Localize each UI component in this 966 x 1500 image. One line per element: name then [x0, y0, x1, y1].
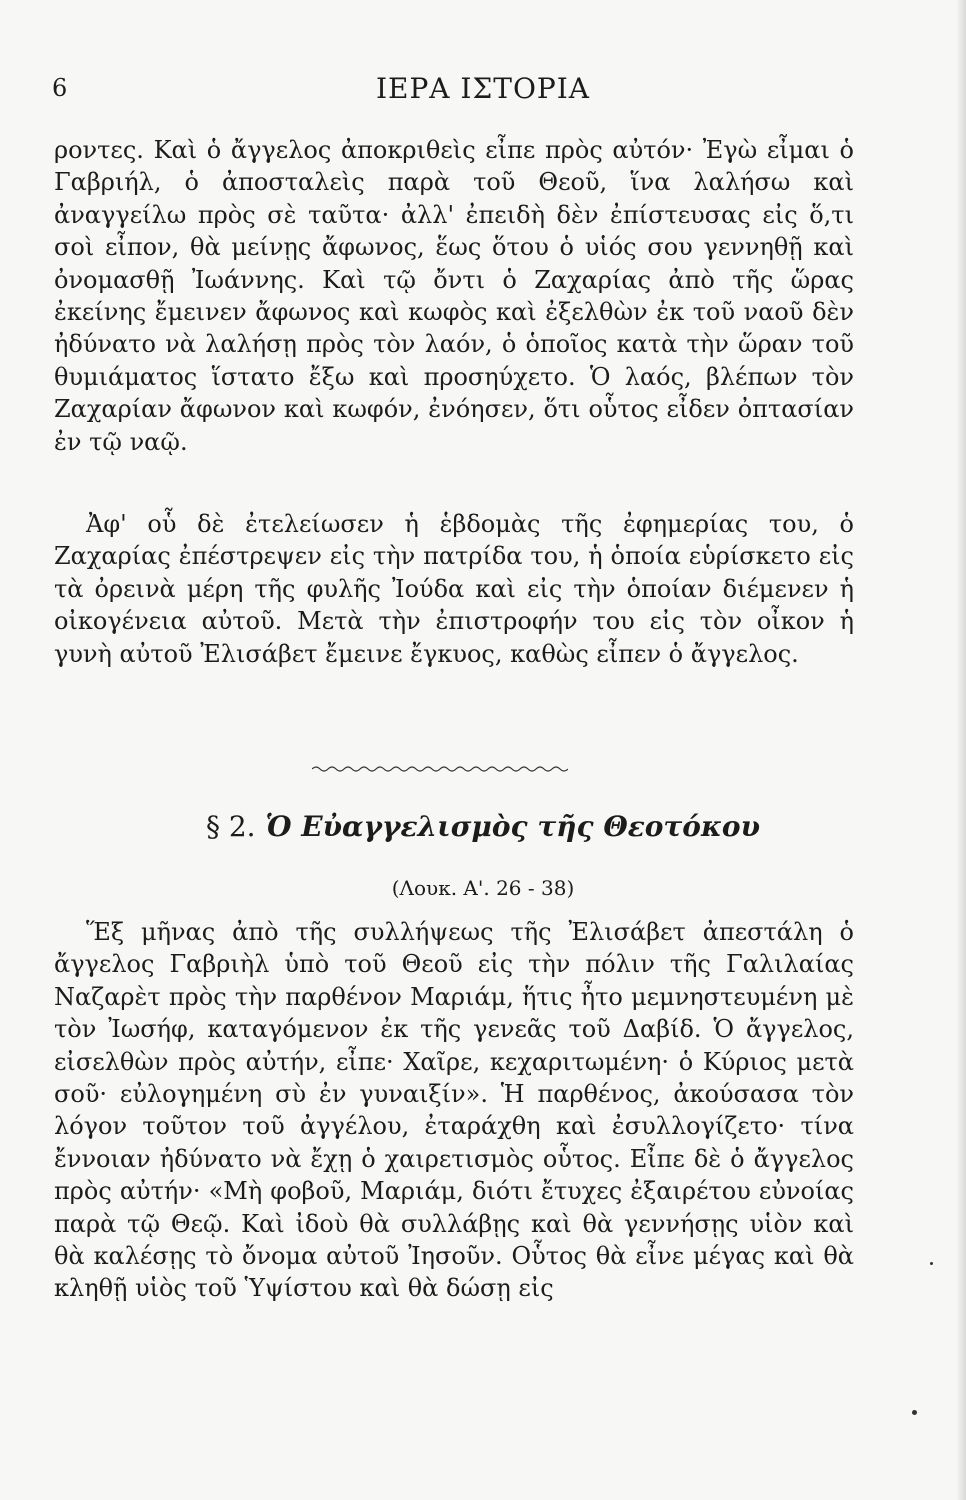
paragraph-1: [54, 134, 854, 458]
section-title: Ὁ Εὐαγγελισμὸς τῆς Θεοτόκου: [265, 810, 761, 843]
page-edge-shadow: [956, 0, 966, 1500]
paragraph-2: [54, 508, 854, 670]
paragraph-3-text: Ἕξ μῆνας ἀπὸ τῆς συλλήψεως τῆς Ἐλισάβετ ἀπεστάλη ὁ ἄγγελος Γαβριὴλ ὑπὸ τοῦ Θεοῦ εἰς τὴν πόλιν τῆς Γαλιλαίας Ναζαρὲτ πρὸς τὴν παρθένον Μαριάμ, ἥτις ἦτο μεμνηστευμένη μὲ τὸν Ἰωσήφ, καταγόμενον ἐκ τῆς γενεᾶς τοῦ Δαβίδ. Ὁ ἄγγελος, εἰσελθὼν πρὸς αὐτήν, εἶπε· Χαῖρε, κεχαριτωμένη· ὁ Κύριος μετὰ σοῦ· εὐλογημένη σὺ ἐν γυναιξίν». Ἡ παρθένος, ἀκούσασα τὸν λόγον τοῦτον τοῦ ἀγγέλου, ἐταράχθη καὶ ἐσυλλογίζετο· τίνα ἔννοιαν ἠδύνατο νὰ ἔχῃ ὁ χαιρετισμὸς οὗτος. Εἶπε δὲ ὁ ἄγγελος πρὸς αὐτήν· «Μὴ φοβοῦ, Μαριάμ, διότι ἔτυχες ἐξαιρέτου εὐνοίας παρὰ τῷ Θεῷ. Καὶ ἰδοὺ θὰ συλλάβῃς καὶ θὰ γεννήσῃς υἱὸν καὶ θὰ καλέσῃς τὸ ὄνομα αὐτοῦ Ἰησοῦν. Οὗτος θὰ εἶνε μέγας καὶ θὰ κληθῇ υἱὸς τοῦ Ὑψίστου καὶ θὰ δώσῃ εἰς: [54, 918, 854, 1303]
page-number: 6: [52, 74, 68, 102]
paragraph-2-text: Ἀφ' οὗ δὲ ἐτελείωσεν ἡ ἑβδομὰς τῆς ἐφημερίας του, ὁ Ζαχαρίας ἐπέστρεψεν εἰς τὴν πατρίδα του, ἡ ὁποία εὑρίσκετο εἰς τὰ ὀρεινὰ μέρη τῆς φυλῆς Ἰούδα καὶ εἰς τὴν ὁποίαν διέμενεν ἡ οἰκογένεια αὐτοῦ. Μετὰ τὴν ἐπιστροφήν του εἰς τὸν οἶκον ἡ γυνὴ αὐτοῦ Ἐλισάβετ ἔμεινε ἔγκυος, καθὼς εἶπεν ὁ ἄγγελος.: [54, 510, 854, 668]
running-head: ΙΕΡΑ ΙΣΤΟΡΙΑ: [375, 72, 591, 105]
section-symbol: § 2.: [205, 810, 256, 843]
scripture-reference: (Λουκ. Α'. 26 - 38): [391, 876, 575, 900]
speck: [930, 1262, 933, 1265]
paragraph-1-text: ροντες. Καὶ ὁ ἄγγελος ἀποκριθεὶς εἶπε πρὸς αὐτόν· Ἐγὼ εἶμαι ὁ Γαβριήλ, ὁ ἀποσταλεὶς παρὰ τοῦ Θεοῦ, ἵνα λαλήσω καὶ ἀναγγείλω πρὸς σὲ ταῦτα· ἀλλ' ἐπειδὴ δὲν ἐπίστευσας εἰς ὅ,τι σοὶ εἶπον, θὰ μείνῃς ἄφωνος, ἕως ὅτου ὁ υἱός σου γεννηθῇ καὶ ὀνομασθῇ Ἰωάννης. Καὶ τῷ ὄντι ὁ Ζαχαρίας ἀπὸ τῆς ὥρας ἐκείνης ἔμεινεν ἄφωνος καὶ κωφὸς καὶ ἐξελθὼν ἐκ τοῦ ναοῦ δὲν ἠδύνατο νὰ λαλήσῃ πρὸς τὸν λαόν, ὁ ὁποῖος κατὰ τὴν ὥραν τοῦ θυμιάματος ἵστατο ἔξω καὶ προσηύχετο. Ὁ λαός, βλέπων τὸν Ζαχαρίαν ἄφωνον καὶ κωφόν, ἐνόησεν, ὅτι οὗτος εἶδεν ὀπτασίαν ἐν τῷ ναῷ.: [54, 136, 854, 456]
speck: [912, 1410, 917, 1415]
section-heading: [0, 810, 966, 843]
paragraph-3: [54, 916, 854, 1305]
section-divider: [312, 764, 568, 774]
